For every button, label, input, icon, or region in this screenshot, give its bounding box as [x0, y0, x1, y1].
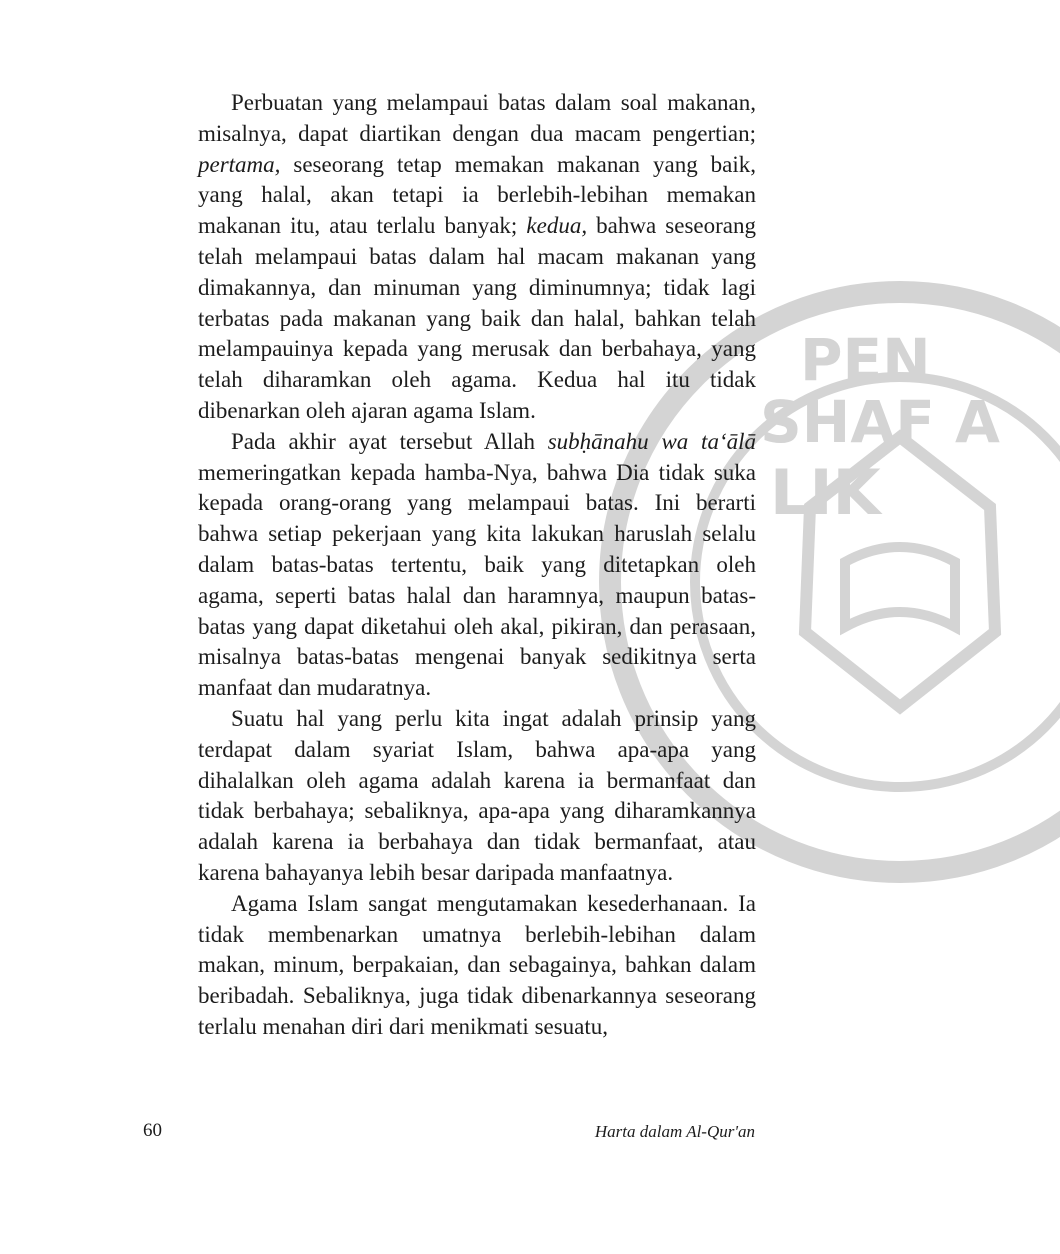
paragraph-3: Suatu hal yang perlu kita ingat adalah prinsip yang terdapat dalam syariat Islam, bahwa apa-apa yang dihalalkan oleh agama adalah karena ia bermanfaat dan tidak berbahaya; sebaliknya, apa-apa yang diharamkannya adalah karena ia berbahaya dan tidak bermanfaat, atau karena bahayanya lebih besar daripada manfaatnya.: [198, 705, 756, 885]
italic-term: pertama,: [198, 151, 281, 177]
italic-term: subḥānahu wa ta‘ālā: [547, 428, 756, 454]
italic-term: kedua,: [526, 213, 588, 239]
watermark-line-2: SHAF A: [760, 388, 1000, 456]
stamp-emblem-book: [845, 547, 955, 627]
watermark-line-3: LIK: [770, 456, 881, 529]
page-number: 60: [143, 1120, 162, 1141]
paragraph-2: Pada akhir ayat tersebut Allah subḥānahu wa ta‘ālā memeringatkan kepada hamba-Nya, bahwa Dia tidak suka kepada orang-orang yang melampaui batas. Ini berarti bahwa setiap pekerjaan yang kita lakukan haruslah selalu dalam batas-batas tertentu, baik yang ditetapkan oleh agama, seperti batas halal dan haramnya, maupun batas-batas yang dapat diketahui oleh akal, pikiran, dan perasaan, misalnya batas-batas mengenai banyak sedikitnya serta manfaat dan mudaratnya.: [198, 428, 756, 701]
paragraph-1: Perbuatan yang melampaui batas dalam soal makanan, misalnya, dapat diartikan dengan dua macam pengertian; pertama, seseorang tetap memakan makanan yang baik, yang halal, akan tetapi ia berlebih-lebihan memakan makanan itu, atau terlalu banyak; kedua, bahwa seseorang telah melampaui batas dalam hal macam makanan yang dimakannya, dan minuman yang diminumnya; tidak lagi terbatas pada makanan yang baik dan halal, bahkan telah melampauinya kepada yang merusak dan berbahaya, yang telah diharamkan oleh agama. Kedua hal itu tidak dibenarkan oleh ajaran agama Islam.: [198, 90, 756, 423]
paragraph-4: Agama Islam sangat mengutamakan kesederhanaan. Ia tidak membenarkan umatnya berlebih-lebihan dalam makan, minum, berpakaian, dan sebagainya, bahkan dalam beribadah. Sebaliknya, juga tidak dibenarkannya seseorang terlalu menahan diri dari menikmati sesuatu,: [198, 890, 756, 1039]
running-footer-title: Harta dalam Al-Qur'an: [594, 1122, 755, 1141]
watermark-line-1: PEN: [800, 326, 931, 394]
body-text: [198, 88, 756, 1043]
